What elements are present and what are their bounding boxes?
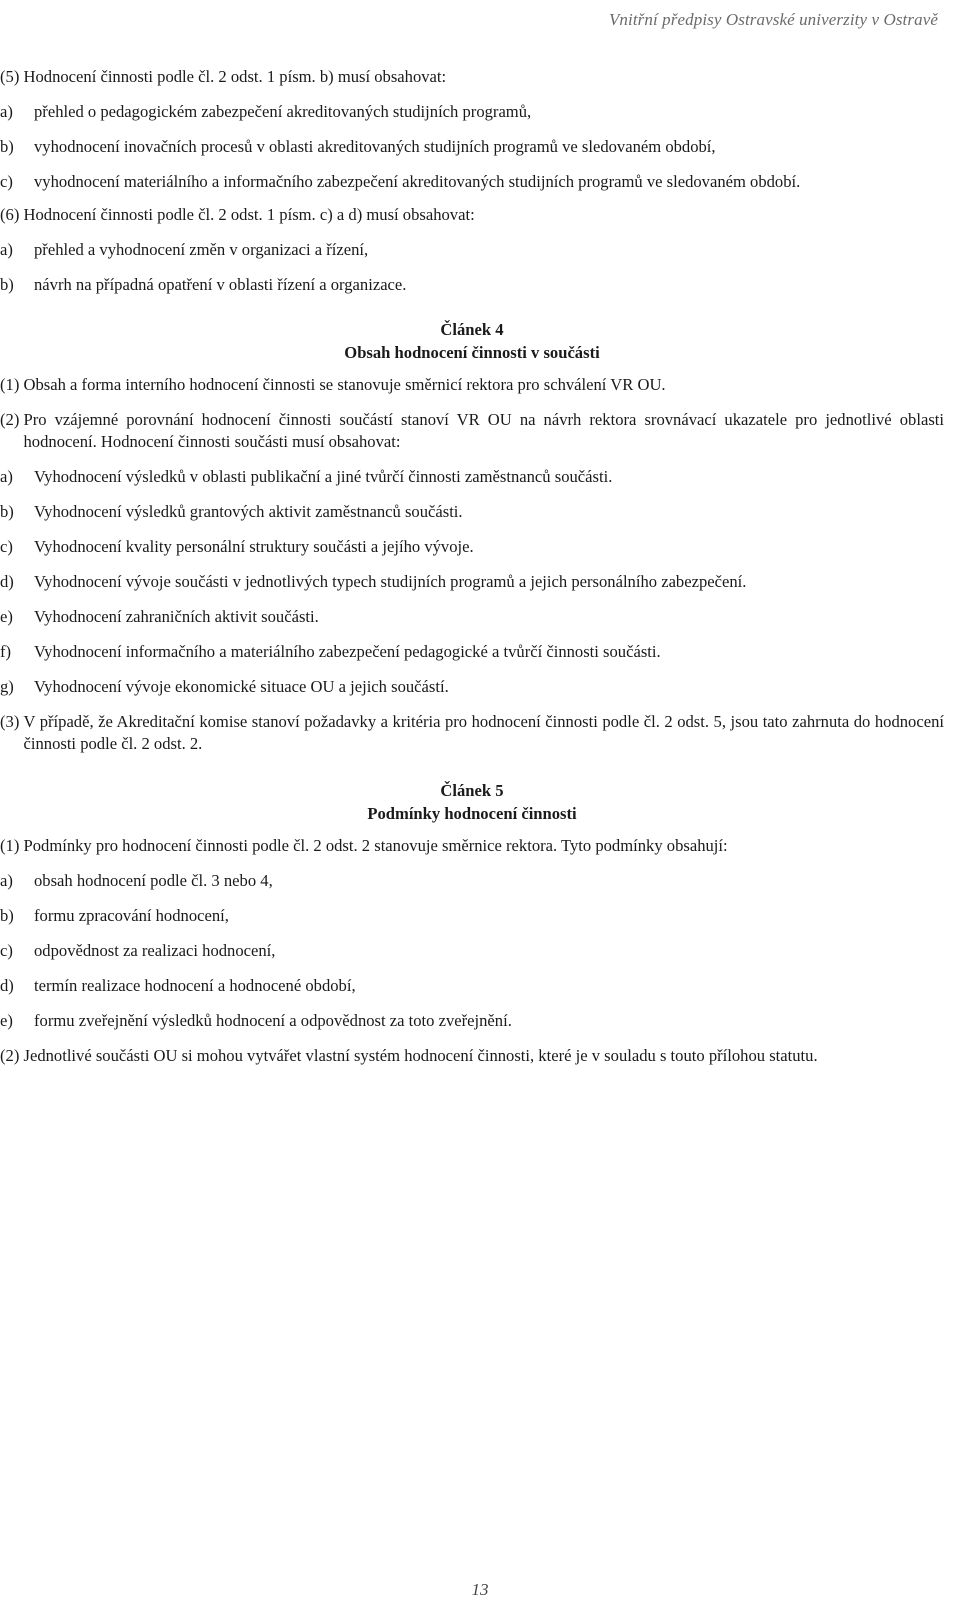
list-item-text: formu zpracování hodnocení, bbox=[34, 906, 229, 925]
article-4-paragraph-1: (1) Obsah a forma interního hodnocení činnosti se stanovuje směrnicí rektora pro schválení VR OU. bbox=[0, 375, 666, 394]
list-item bbox=[0, 171, 944, 193]
article-5-title: Článek 5 bbox=[440, 781, 504, 800]
list-item-label: b) bbox=[0, 137, 14, 156]
paragraph-text: V případě, že Akreditační komise stanoví požadavky a kritéria pro hodnocení činnosti podle čl. 2 odst. 5, jsou tato zahrnuta do hodnocení činnosti podle čl. 2 odst. 2. bbox=[23, 712, 944, 753]
list-item-text: odpovědnost za realizaci hodnocení, bbox=[34, 941, 276, 960]
list-item-label: a) bbox=[0, 871, 13, 890]
list-item-label: b) bbox=[0, 502, 14, 521]
list-item-text: Vyhodnocení zahraničních aktivit součásti. bbox=[34, 607, 319, 626]
list-item-text: Vyhodnocení informačního a materiálního zabezpečení pedagogické a tvůrčí činnosti součásti. bbox=[34, 642, 661, 661]
list-item bbox=[0, 501, 944, 523]
list-item bbox=[0, 1010, 944, 1032]
article-4-subtitle: Obsah hodnocení činnosti v součásti bbox=[344, 343, 600, 362]
list-item-label: a) bbox=[0, 467, 13, 486]
list-item-label: c) bbox=[0, 537, 13, 556]
paragraph-number: (3) bbox=[0, 712, 24, 731]
list-item-label: d) bbox=[0, 976, 14, 995]
list-item-text: Vyhodnocení vývoje součásti v jednotlivých typech studijních programů a jejich personálního zabezpečení. bbox=[34, 572, 747, 591]
paragraph-text: Pro vzájemné porovnání hodnocení činnosti součástí stanoví VR OU na návrh rektora srovnávací ukazatele pro jednotlivé oblasti hodnocení. Hodnocení činnosti součásti musí obsahovat: bbox=[23, 410, 944, 451]
list-item-text: návrh na případná opatření v oblasti řízení a organizace. bbox=[34, 275, 407, 294]
list-item-label: a) bbox=[0, 102, 13, 121]
list-item-label: a) bbox=[0, 240, 13, 259]
list-item bbox=[0, 676, 944, 698]
list-item-text: Vyhodnocení výsledků v oblasti publikační a jiné tvůrčí činnosti zaměstnanců součásti. bbox=[34, 467, 613, 486]
list-item-text: vyhodnocení inovačních procesů v oblasti akreditovaných studijních programů ve sledovaném období, bbox=[34, 137, 716, 156]
list-item bbox=[0, 274, 944, 296]
list-item-text: vyhodnocení materiálního a informačního zabezpečení akreditovaných studijních programů ve sledovaném období. bbox=[34, 172, 801, 191]
page-number: 13 bbox=[471, 1580, 489, 1599]
list-item bbox=[0, 606, 944, 628]
list-item-text: přehled a vyhodnocení změn v organizaci a řízení, bbox=[34, 240, 369, 259]
paragraph-text: Jednotlivé součásti OU si mohou vytvářet vlastní systém hodnocení činnosti, které je v souladu s touto přílohou statutu. bbox=[23, 1046, 818, 1065]
document-body bbox=[0, 66, 944, 1080]
list-item-label: e) bbox=[0, 1011, 13, 1030]
list-item-label: c) bbox=[0, 172, 13, 191]
list-item-text: obsah hodnocení podle čl. 3 nebo 4, bbox=[34, 871, 273, 890]
paragraph-6-intro: (6) Hodnocení činnosti podle čl. 2 odst. 1 písm. c) a d) musí obsahovat: bbox=[0, 205, 475, 224]
paragraph-5-intro: (5) Hodnocení činnosti podle čl. 2 odst. 1 písm. b) musí obsahovat: bbox=[0, 67, 447, 86]
article-4-paragraph-2 bbox=[0, 409, 944, 453]
list-item-label: g) bbox=[0, 677, 14, 696]
paragraph-number: (2) bbox=[0, 1046, 24, 1065]
paragraph-number: (2) bbox=[0, 410, 24, 429]
article-5-paragraph-2 bbox=[0, 1045, 944, 1067]
list-item-label: c) bbox=[0, 941, 13, 960]
list-item-label: d) bbox=[0, 572, 14, 591]
list-item bbox=[0, 136, 944, 158]
article-4-title: Článek 4 bbox=[440, 320, 504, 339]
list-item bbox=[0, 239, 944, 261]
list-item bbox=[0, 466, 944, 488]
list-item bbox=[0, 975, 944, 997]
list-item bbox=[0, 940, 944, 962]
list-item-text: přehled o pedagogickém zabezpečení akreditovaných studijních programů, bbox=[34, 102, 532, 121]
list-item bbox=[0, 101, 944, 123]
list-item-text: Vyhodnocení kvality personální struktury součásti a jejího vývoje. bbox=[34, 537, 474, 556]
page-header: Vnitřní předpisy Ostravské univerzity v Ostravě bbox=[608, 10, 938, 29]
list-item-label: e) bbox=[0, 607, 13, 626]
list-item-label: b) bbox=[0, 275, 14, 294]
list-item bbox=[0, 571, 944, 593]
article-4-paragraph-3 bbox=[0, 711, 944, 755]
list-item-text: Vyhodnocení výsledků grantových aktivit zaměstnanců součásti. bbox=[34, 502, 463, 521]
article-5-subtitle: Podmínky hodnocení činnosti bbox=[367, 804, 577, 823]
list-item-label: f) bbox=[0, 642, 12, 661]
list-item-text: termín realizace hodnocení a hodnocené období, bbox=[34, 976, 356, 995]
list-item bbox=[0, 536, 944, 558]
list-item-label: b) bbox=[0, 906, 14, 925]
list-item bbox=[0, 905, 944, 927]
article-5-paragraph-1: (1) Podmínky pro hodnocení činnosti podle čl. 2 odst. 2 stanovuje směrnice rektora. Tyto podmínky obsahují: bbox=[0, 836, 728, 855]
list-item-text: formu zveřejnění výsledků hodnocení a odpovědnost za toto zveřejnění. bbox=[34, 1011, 512, 1030]
list-item bbox=[0, 870, 944, 892]
list-item bbox=[0, 641, 944, 663]
list-item-text: Vyhodnocení vývoje ekonomické situace OU a jejich součástí. bbox=[34, 677, 449, 696]
